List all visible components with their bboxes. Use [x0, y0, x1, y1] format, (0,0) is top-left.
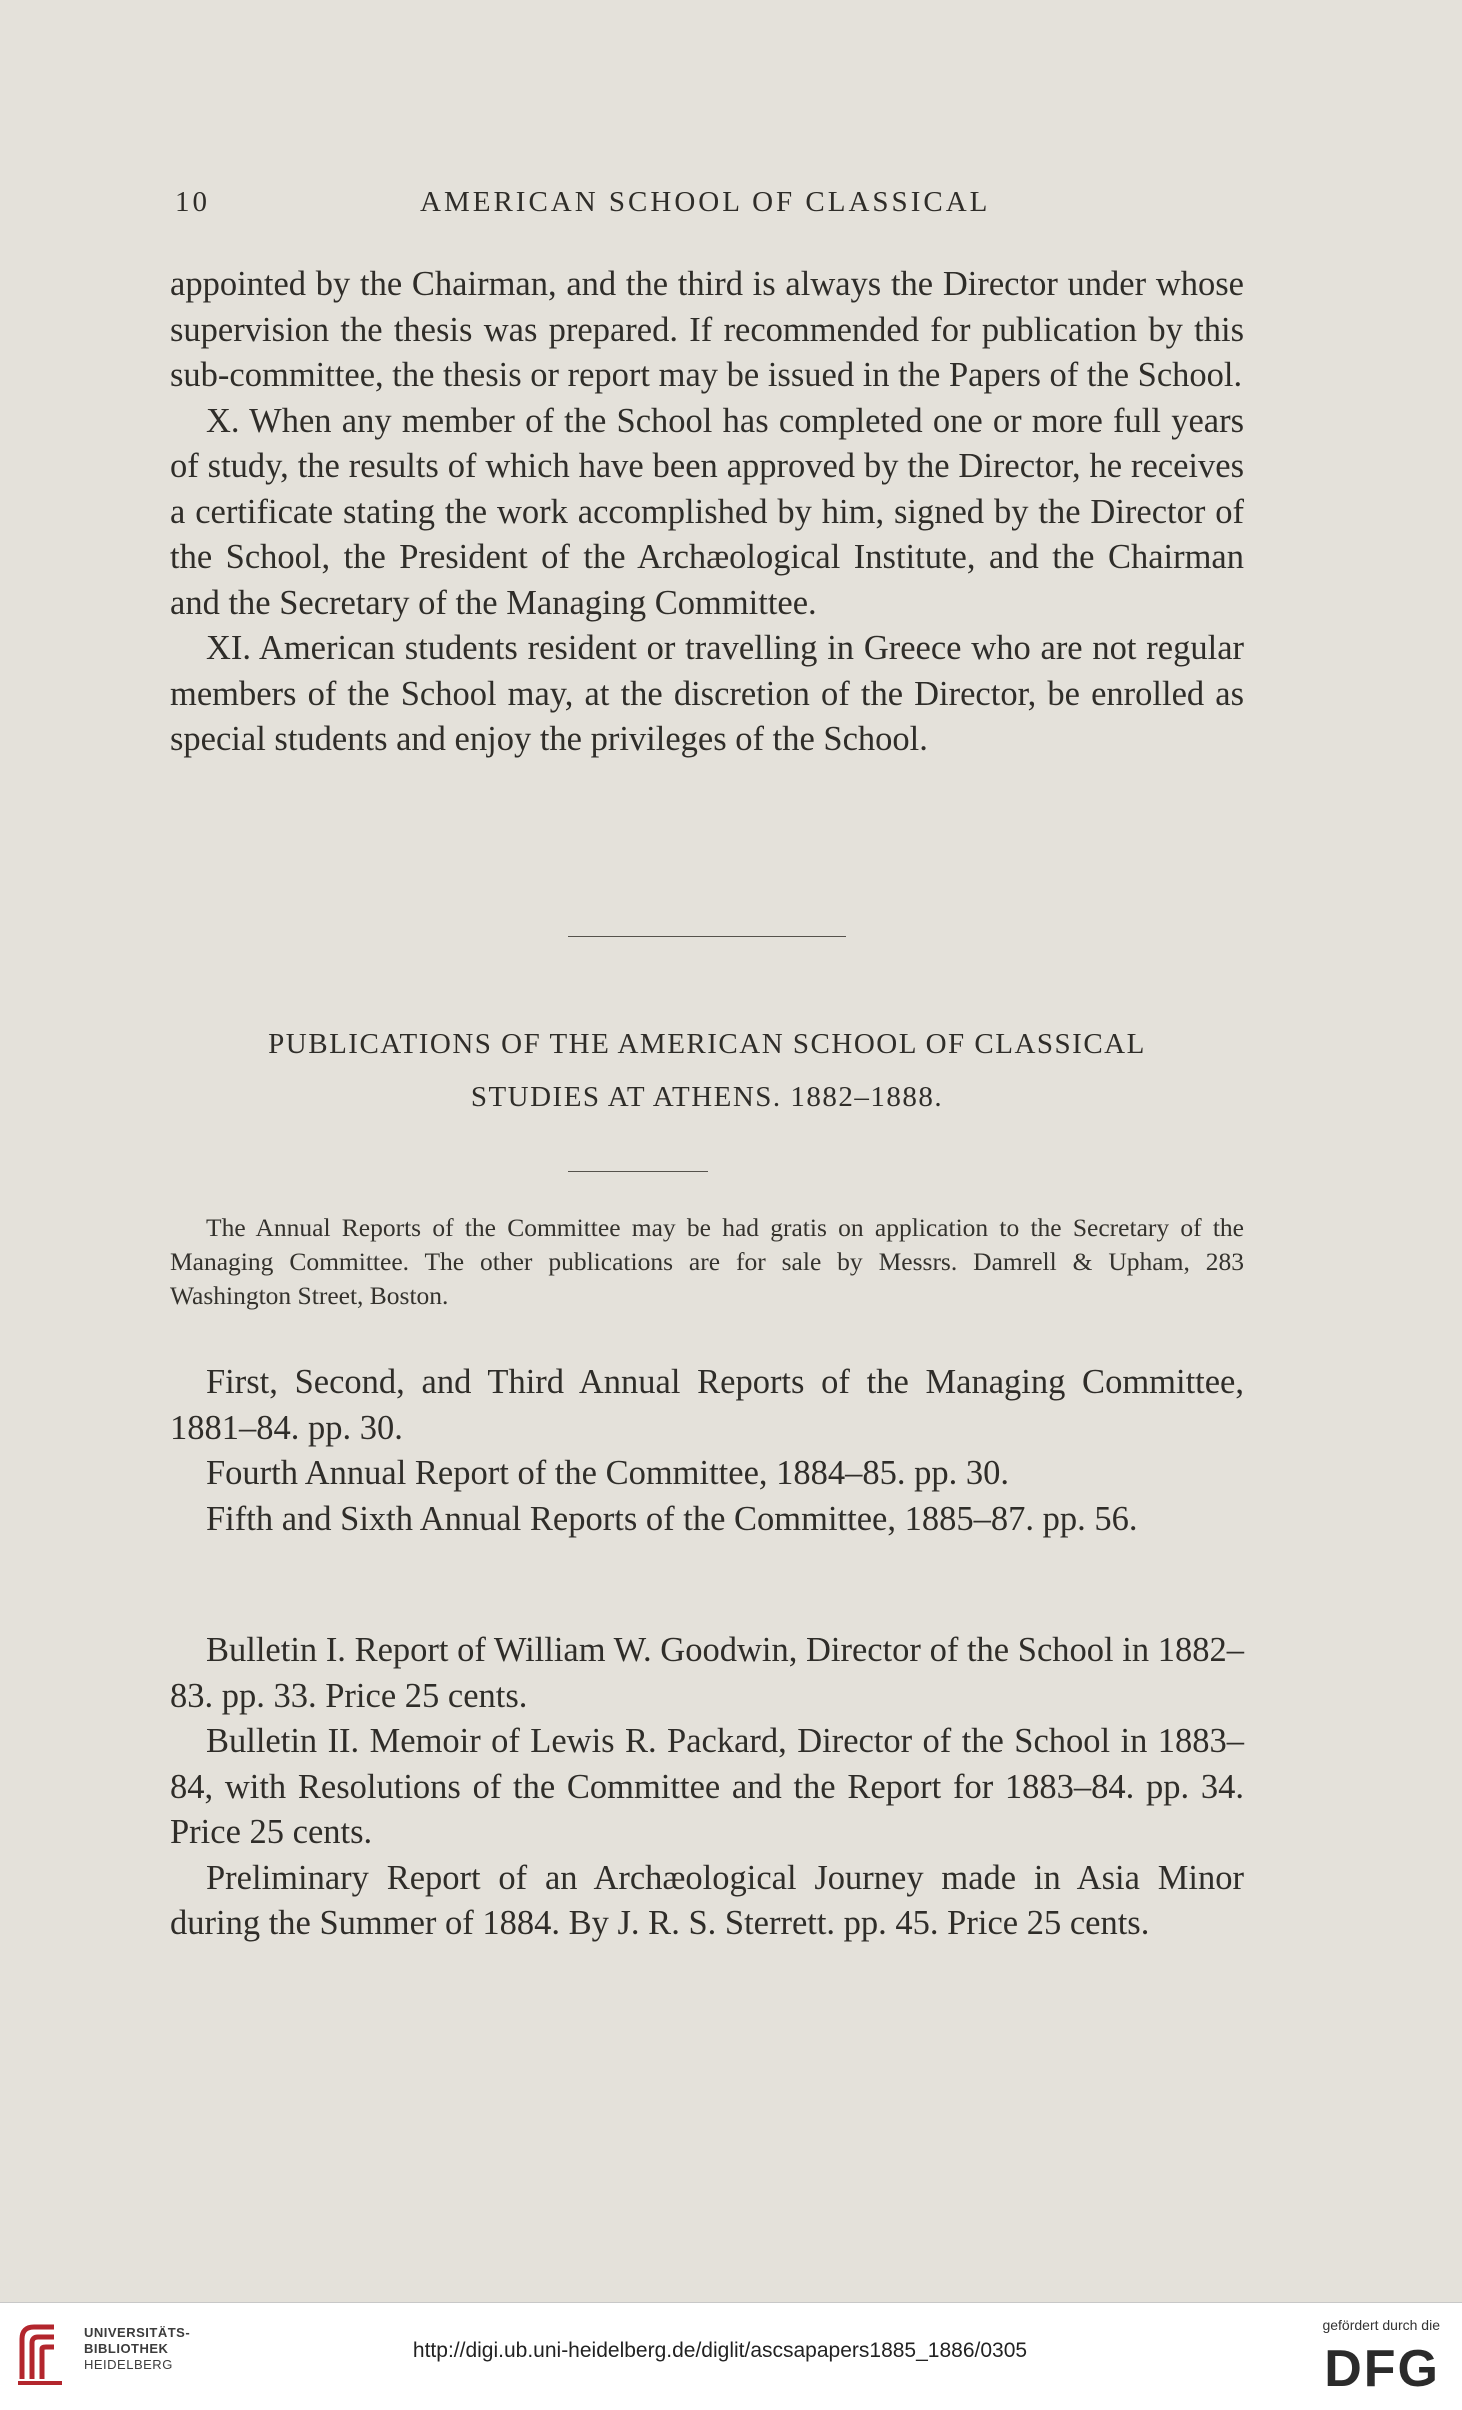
list-item: First, Second, and Third Annual Reports of the Managing Committee, 1881–84. pp. 30. [170, 1363, 1244, 1447]
reports-list [170, 1360, 1244, 1542]
section-divider [568, 936, 846, 937]
viewer-footer [0, 2302, 1462, 2410]
paragraph-x: X. When any member of the School has completed one or more full years of study, the results of which have been approved by the Director, he receives a certificate stating the work accomplished by him, signed by the Director of the School, the President of the Archæological Institute, and the Chairman and the Secretary of the Managing Committee. [170, 401, 1244, 622]
funding-label: gefördert durch die [1322, 2317, 1440, 2333]
short-divider [568, 1171, 708, 1172]
library-line2: BIBLIOTHEK [84, 2341, 169, 2356]
library-name [84, 2325, 190, 2373]
body-text [170, 262, 1244, 763]
list-item: Fifth and Sixth Annual Reports of the Committee, 1885–87. pp. 56. [206, 1499, 1138, 1538]
list-item: Bulletin II. Memoir of Lewis R. Packard, Director of the School in 1883–84, with Resolutions of the Committee and the Report for 1883–84. pp. 34. Price 25 cents. [170, 1722, 1244, 1851]
note-text: The Annual Reports of the Committee may be had gratis on application to the Secretary of the Managing Committee. The other publications are for sale by Messrs. Damrell & Upham, 283 Washington Street, Boston. [170, 1213, 1244, 1310]
library-line3: HEIDELBERG [84, 2357, 173, 2372]
publications-title-line1: PUBLICATIONS OF THE AMERICAN SCHOOL OF CLASSICAL [268, 1028, 1146, 1060]
dfg-logo: DFG [1324, 2340, 1440, 2398]
publications-note [170, 1211, 1244, 1313]
list-item: Fourth Annual Report of the Committee, 1884–85. pp. 30. [206, 1454, 1010, 1492]
library-line1: UNIVERSITÄTS- [84, 2325, 191, 2340]
list-item: Preliminary Report of an Archæological Journey made in Asia Minor during the Summer of 1884. By J. R. S. Sterrett. pp. 45. Price 25 cents. [170, 1858, 1244, 1942]
paragraph-continuation: appointed by the Chairman, and the third is always the Director under whose supervision the thesis was prepared. If recommended for publication by this sub-committee, the thesis or report may be issued in the Papers of the School. [170, 265, 1244, 394]
permalink-url[interactable]: http://digi.ub.uni-heidelberg.de/diglit/ascsapapers1885_1886/0305 [412, 2339, 1028, 2362]
running-title: AMERICAN SCHOOL OF CLASSICAL [420, 186, 991, 218]
publications-title-line2: STUDIES AT ATHENS. 1882–1888. [470, 1081, 944, 1113]
list-item: Bulletin I. Report of William W. Goodwin, Director of the School in 1882–83. pp. 33. Price 25 cents. [170, 1631, 1244, 1715]
page-number: 10 [175, 186, 210, 218]
paragraph-xi: XI. American students resident or travelling in Greece who are not regular members of the School may, at the discretion of the Director, be enrolled as special students and enjoy the privileges of the School. [170, 629, 1244, 758]
bulletins-list [170, 1628, 1244, 1947]
publications-heading [170, 1018, 1244, 1124]
